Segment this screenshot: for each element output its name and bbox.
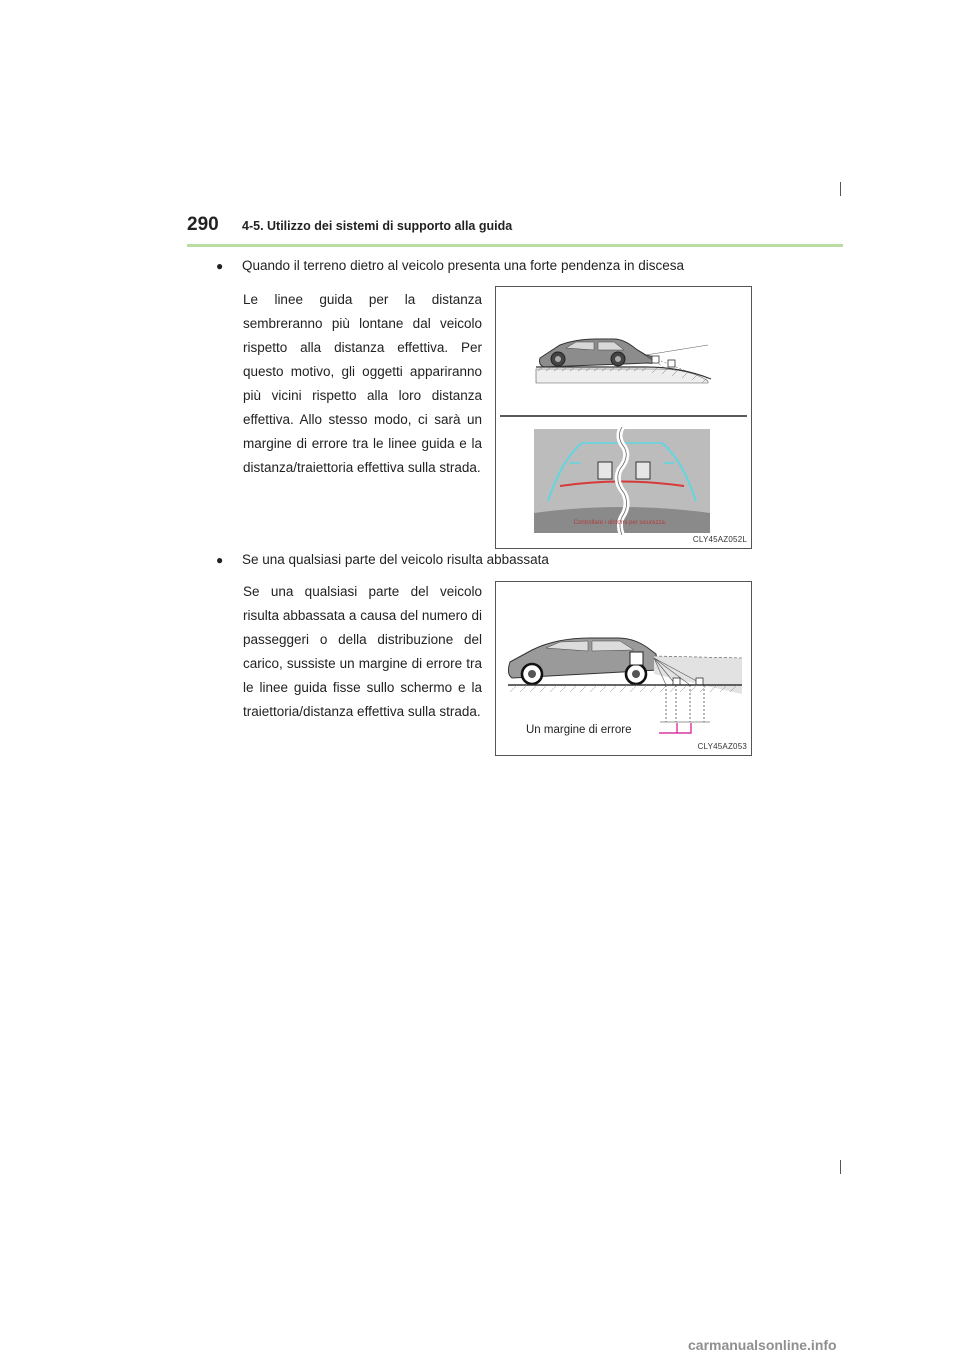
- section-title: 4-5. Utilizzo dei sistemi di supporto alla guida: [242, 219, 513, 233]
- page-header: [187, 214, 512, 236]
- camera-screen-icon: [534, 427, 710, 535]
- margin-of-error-label: Un margine di errore: [526, 724, 632, 736]
- figure-code: CLY45AZ053: [697, 742, 747, 751]
- bullet-icon: ●: [216, 258, 224, 273]
- bullet-icon: ●: [216, 552, 224, 567]
- downhill-illustration: [496, 287, 751, 548]
- footer-watermark: carmanualsonline.info: [688, 1337, 837, 1353]
- page-number: 290: [187, 214, 219, 235]
- bullet-item-lowered: [216, 552, 549, 567]
- screen-warning-text: Controllare i dintorni per sicurezza.: [573, 520, 667, 526]
- paragraph-lowered: Se una qualsiasi parte del veicolo risulta abbassata a causa del numero di passeggeri o della distribuzione del carico, sussiste un margine di errore tra le linee guida fisse sullo schermo e la traiettoria/distanza effettiva sulla strada.: [243, 584, 482, 719]
- lowered-car-icon: [508, 638, 742, 733]
- bullet-title: Quando il terreno dietro al veicolo presenta una forte pendenza in discesa: [242, 258, 685, 273]
- bullet-item-downhill: [216, 258, 684, 273]
- paragraph-downhill: Le linee guida per la distanza sembreranno più lontane dal veicolo rispetto alla distanza effettiva. Per questo motivo, gli oggetti appariranno più vicini rispetto alla loro distanza effettiva. Allo stesso modo, ci sarà un margine di errore tra le linee guida e la distanza/traiettoria effettiva sulla strada.: [243, 292, 482, 475]
- crop-mark-top: [840, 182, 841, 196]
- crop-mark-bottom: [840, 1160, 841, 1174]
- figure-downhill: [495, 286, 752, 549]
- car-on-slope-icon: [536, 339, 711, 383]
- figure-lowered: [495, 581, 752, 756]
- figure-code: CLY45AZ052L: [692, 535, 747, 544]
- bullet-title: Se una qualsiasi parte del veicolo risulta abbassata: [242, 552, 549, 567]
- header-rule: [187, 244, 843, 247]
